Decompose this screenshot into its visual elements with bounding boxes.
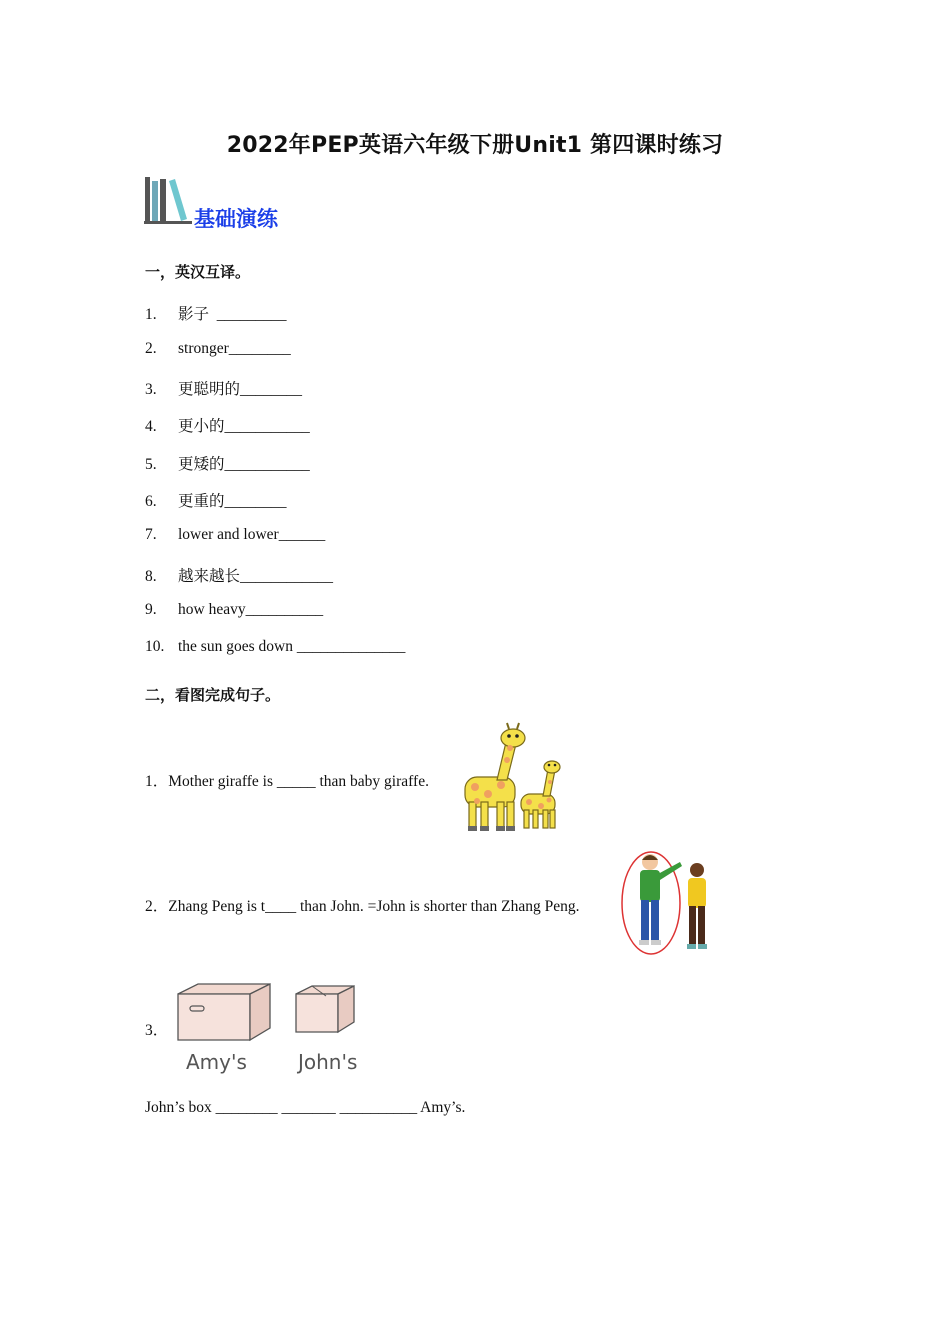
- list-item: 1. 影子 _________: [145, 306, 287, 323]
- list-item: 4. 更小的___________: [145, 418, 310, 435]
- list-item: 7. lower and lower______: [145, 526, 326, 543]
- list-item: 9. how heavy__________: [145, 601, 324, 618]
- list-item: 5. 更矮的___________: [145, 456, 310, 473]
- list-item: 2. stronger________: [145, 340, 291, 357]
- section-title: 基础演练: [194, 207, 278, 231]
- part2-heading: 二，看图完成句子。: [145, 686, 281, 704]
- list-item: 8. 越来越长____________: [145, 568, 334, 585]
- question-3-number: 3．: [145, 1022, 169, 1039]
- giraffes-image: [455, 722, 565, 839]
- boys-image: [618, 848, 722, 963]
- boxes-image: [176, 980, 366, 1049]
- list-item: 3. 更聪明的________: [145, 381, 303, 398]
- question-3-sentence: John’s box ________ _______ __________ Amy’s.: [145, 1099, 466, 1116]
- question-2: 2．Zhang Peng is t____ than John. =John is shorter than Zhang Peng.: [145, 898, 580, 915]
- list-item: 10. the sun goes down ______________: [145, 638, 406, 655]
- books-icon: [143, 175, 193, 227]
- box-label-john: John's: [298, 1050, 358, 1074]
- question-1: 1．Mother giraffe is _____ than baby giraffe.: [145, 773, 429, 790]
- part1-heading: 一，英汉互译。: [145, 263, 251, 281]
- box-label-amy: Amy's: [186, 1050, 247, 1074]
- page-title: 2022年PEP英语六年级下册Unit1 第四课时练习: [226, 133, 724, 158]
- list-item: 6. 更重的________: [145, 493, 287, 510]
